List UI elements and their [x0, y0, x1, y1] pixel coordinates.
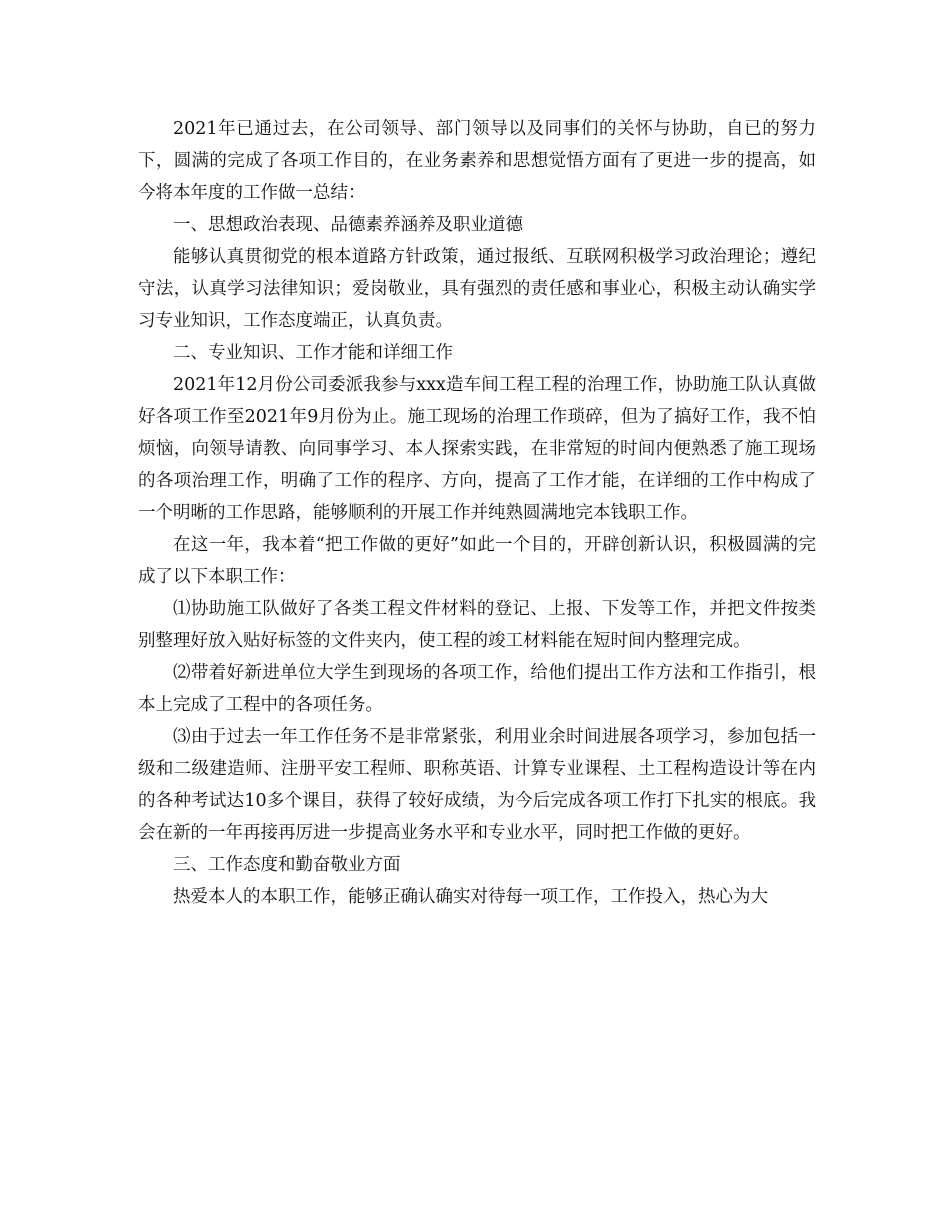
- section-2-summary-paragraph: 在这一年，我本着“把工作做的更好”如此一个目的，开辟创新认识，积极圆满的完成了以下本职工作：: [138, 535, 816, 587]
- section-heading-3: 三、工作态度和勤奋敬业方面: [173, 855, 401, 875]
- section-2-paragraph: 2021年12月份公司委派我参与xxx造车间工程工程的治理工作，协助施工队认真做好各项工作至2021年9月份为止。施工现场的治理工作琐碎，但为了搞好工作，我不怕烦恼，向领导请教、向同事学习、本人探索实践，在非常短的时间内便熟悉了施工现场的各项治理工作，明确了工作的程序、方向，提高了工作才能，在详细的工作中构成了一个明晰的工作思路，能够顺利的开展工作并纯熟圆满地完本钱职工作。: [138, 375, 816, 523]
- section-heading-2: 二、专业知识、工作才能和详细工作: [173, 343, 453, 363]
- list-item-1: ⑴协助施工队做好了各类工程文件材料的登记、上报、下发等工作，并把文件按类别整理好放入贴好标签的文件夹内，使工程的竣工材料能在短时间内整理完成。: [138, 599, 816, 651]
- intro-paragraph: 2021年已通过去，在公司领导、部门领导以及同事们的关怀与协助，自已的努力下，圆满的完成了各项工作目的，在业务素养和思想觉悟方面有了更进一步的提高，如今将本年度的工作做一总结：: [138, 119, 816, 203]
- section-1-paragraph: 能够认真贯彻党的根本道路方针政策，通过报纸、互联网积极学习政治理论；遵纪守法，认真学习法律知识；爱岗敬业，具有强烈的责任感和事业心，积极主动认确实学习专业知识，工作态度端正，认真负责。: [138, 247, 816, 331]
- document-body: [138, 113, 816, 913]
- section-3-paragraph: 热爱本人的本职工作，能够正确认确实对待每一项工作，工作投入，热心为大: [173, 887, 768, 907]
- list-item-2: ⑵带着好新进单位大学生到现场的各项工作，给他们提出工作方法和工作指引，根本上完成了工程中的各项任务。: [138, 663, 816, 715]
- section-heading-1: 一、思想政治表现、品德素养涵养及职业道德: [173, 215, 523, 235]
- list-item-3: ⑶由于过去一年工作任务不是非常紧张，利用业余时间进展各项学习，参加包括一级和二级建造师、注册平安工程师、职称英语、计算专业课程、土工程构造设计等在内的各种考试达10多个课目，获得了较好成绩，为今后完成各项工作打下扎实的根底。我会在新的一年再接再厉进一步提高业务水平和专业水平，同时把工作做的更好。: [138, 727, 816, 843]
